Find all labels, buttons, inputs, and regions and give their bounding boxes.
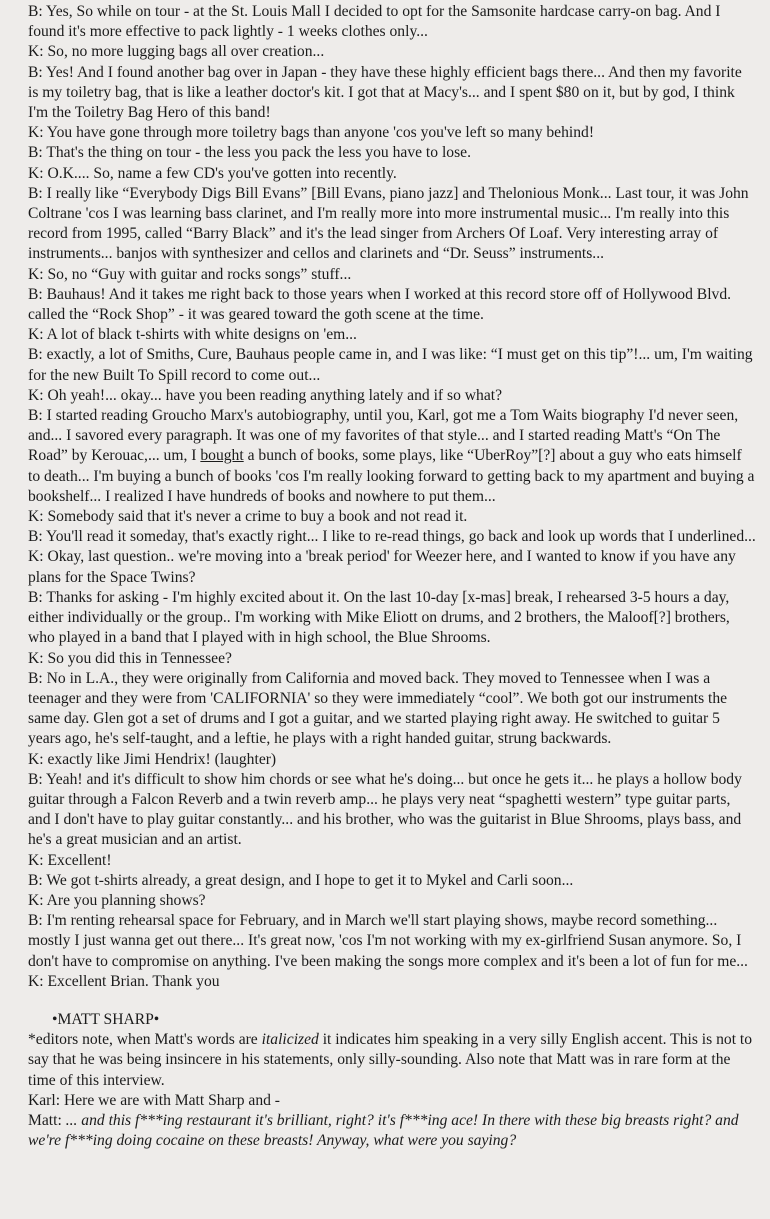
interview-block-2 [28,507,756,992]
paragraph: K: Are you planning shows? [28,891,206,909]
paragraph: B: I'm renting rehearsal space for February, and in March we'll start playing shows, maybe record something... mostly I just wanna get out there... It's great now, 'cos I'm not working with my ex-girlfriend Susan anymore. So, I don't have to compromise on anything. I've been making the songs more complex and it's been a lot of fun for me... [28,912,748,970]
paragraph: B: I really like “Everybody Digs Bill Evans” [Bill Evans, piano jazz] and Thelonious Monk... Last tour, it was John Coltrane 'cos I was learning bass clarinet, and I'm really more into more instrumental music... I'm really into this record from 1995, called “Barry Black” and it's the lead singer from Archers Of Loaf. Very interesting array of instruments... banjos with synthesizer and cellos and clarinets and “Dr. Seuss” instruments... [28,184,749,263]
note-text-before: *editors note, when Matt's words are [28,1031,262,1049]
section-spacer [28,992,756,1010]
paragraph: K: O.K.... So, name a few CD's you've gotten into recently. [28,164,397,182]
paragraph: K: Excellent Brian. Thank you [28,972,220,990]
interview-block-1 [28,2,756,406]
karl-line: Karl: Here we are with Matt Sharp and - [28,1091,281,1109]
note-text-after: it indicates him speaking in a very silly English accent. This is not to say that he was being insincere in his statements, only silly-sounding. Also note that Matt was in rare form at the time of this interview. [28,1031,753,1089]
paragraph: B: Yes! And I found another bag over in Japan - they have these highly efficient bags there... And then my favorite is my toiletry bag, that is like a leather doctor's kit. I got that at Macy's... and I spent $80 on it, but by god, I think I'm the Toiletry Bag Hero of this band! [28,63,742,122]
paragraph: B: We got t-shirts already, a great design, and I hope to get it to Mykel and Carli soon... [28,871,574,889]
italic-word: italicized [261,1031,319,1049]
paragraph: K: Okay, last question.. we're moving into a 'break period' for Weezer here, and I wanted to know if you have any plans for the Space Twins? [28,548,736,586]
paragraph: K: You have gone through more toiletry bags than anyone 'cos you've left so many behind! [28,124,595,142]
paragraph: B: You'll read it someday, that's exactly right... I like to re-read things, go back and look up words that I underlined... [28,528,756,546]
matt-speaker: Matt: [28,1111,66,1129]
paragraph: B: exactly, a lot of Smiths, Cure, Bauhaus people came in, and I was like: “I must get on this tip”!... um, I'm waiting for the new Built To Spill record to come out... [28,346,753,384]
section-heading: •MATT SHARP• [52,1010,160,1028]
books-paragraph [28,406,756,507]
matt-quote: ... and this f***ing restaurant it's brilliant, right? it's f***ing ace! In there with these big breasts right? and we're f***ing doing cocaine on these breasts! Anyway, what were you saying? [28,1111,739,1150]
matt-line [28,1111,756,1151]
paragraph: K: So, no “Guy with guitar and rocks songs” stuff... [28,265,352,283]
paragraph: B: Thanks for asking - I'm highly excited about it. On the last 10-day [x-mas] break, I rehearsed 3-5 hours a day, either individually or the group.. I'm working with Mike Eliott on drums, and 2 brothers, the Maloof[?] brothers, who played in a band that I played with in high school, the Blue Shrooms. [28,588,730,647]
paragraph: B: Bauhaus! And it takes me right back to those years when I worked at this record store off of Hollywood Blvd. called the “Rock Shop” - it was geared toward the goth scene at the time. [28,285,732,324]
paragraph: K: Oh yeah!... okay... have you been reading anything lately and if so what? [28,386,503,404]
underlined-word: bought [200,447,244,465]
editors-note [28,1030,756,1091]
paragraph: K: So, no more lugging bags all over creation... [28,43,325,61]
paragraph: K: A lot of black t-shirts with white designs on 'em... [28,326,357,344]
books-text-after: a bunch of books, some plays, like “UberRoy”[?] about a guy who eats himself to death... I'm buying a bunch of books 'cos I'm really looking forward to getting back to my apartment and buying a bookshelf... I realized I have hundreds of books and nowhere to put them... [28,447,755,505]
paragraph: K: So you did this in Tennessee? [28,649,232,667]
paragraph: B: No in L.A., they were originally from California and moved back. They moved to Tennessee when I was a teenager and they were from 'CALIFORNIA' so they were immediately “cool”. We both got our instruments the same day. Glen got a set of drums and I got a guitar, and we started playing right away. He switched to guitar 5 years ago, he's self-taught, and a leftie, he plays with a right handed guitar, strung backwards. [28,669,728,748]
paragraph: B: Yeah! and it's difficult to show him chords or see what he's doing... but once he gets it... he plays a hollow body guitar through a Falcon Reverb and a twin reverb amp... he plays very neat “spaghetti western” type guitar parts, and I don't have to play guitar constantly... and his brother, who was the guitarist in Blue Shrooms, plays bass, and he's a great musician and an artist. [28,770,742,849]
paragraph: K: Somebody said that it's never a crime to buy a book and not read it. [28,508,468,526]
books-text-before: B: I started reading Groucho Marx's autobiography, until you, Karl, got me a Tom Waits biography I'd never seen, and... I savored every paragraph. It was one of my favorites of that style... and I started reading Matt's “On The Road” by Kerouac,... um, I [28,407,739,465]
paragraph: K: exactly like Jimi Hendrix! (laughter) [28,750,277,768]
paragraph: B: Yes, So while on tour - at the St. Louis Mall I decided to opt for the Samsonite hardcase carry-on bag. And I found it's more effective to pack lightly - 1 weeks clothes only... [28,3,721,41]
paragraph: K: Excellent! [28,851,112,869]
paragraph: B: That's the thing on tour - the less you pack the less you have to lose. [28,144,471,162]
